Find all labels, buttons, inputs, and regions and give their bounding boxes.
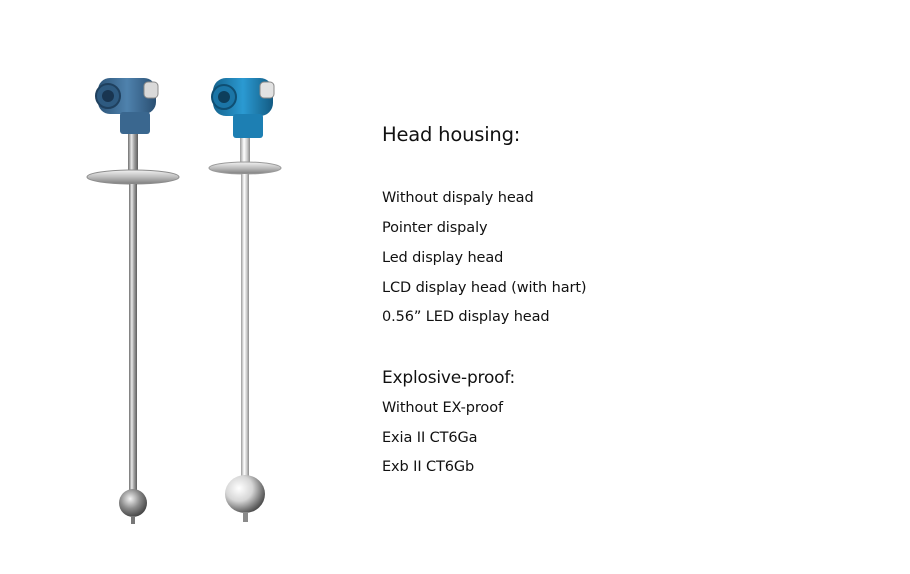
explosive-proof-title: Explosive-proof:	[382, 368, 516, 388]
head-housing-2	[212, 78, 274, 138]
head-housing-option: Without dispaly head	[382, 190, 534, 206]
head-housing-option: LCD display head (with hart)	[382, 280, 587, 296]
head-housing-option: Led display head	[382, 250, 504, 266]
rod-1	[129, 184, 137, 496]
explosive-proof-option: Exia II CT6Ga	[382, 430, 478, 446]
rod-2	[241, 174, 249, 480]
neck-1	[128, 134, 138, 174]
flange-2	[209, 162, 281, 174]
spec-panel	[382, 0, 882, 574]
flange-1	[87, 170, 179, 184]
head-housing-1	[96, 78, 158, 134]
head-housing-option: Pointer dispaly	[382, 220, 488, 236]
float-ball-1	[119, 489, 147, 517]
head-housing-option: 0.56” LED display head	[382, 309, 550, 325]
head-housing-title: Head housing:	[382, 123, 521, 146]
product-image-1	[87, 78, 179, 524]
product-image-2	[209, 78, 281, 522]
float-ball-2	[225, 475, 265, 513]
explosive-proof-option: Without EX-proof	[382, 400, 503, 416]
explosive-proof-option: Exb II CT6Gb	[382, 459, 475, 475]
